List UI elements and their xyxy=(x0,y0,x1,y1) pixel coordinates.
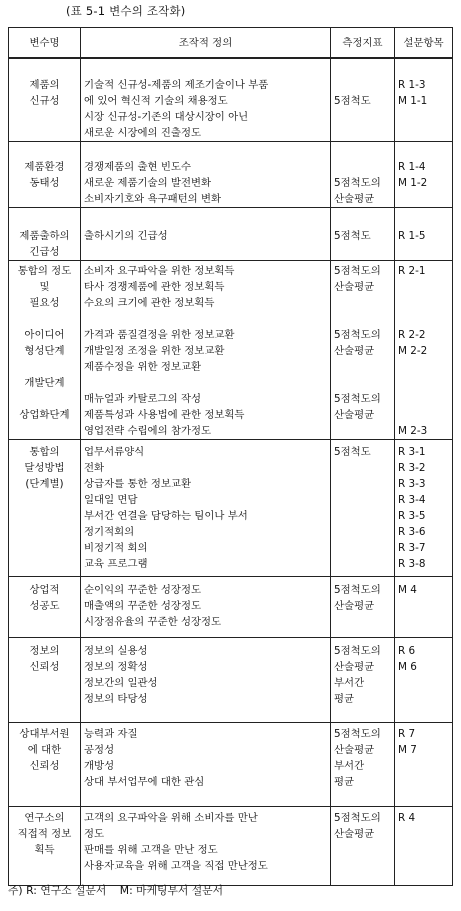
cell-definition xyxy=(81,208,331,261)
cell-measure xyxy=(331,638,395,723)
cell-definition xyxy=(81,261,331,440)
cell-line: R 4 xyxy=(398,812,416,824)
cell-line: 개방성 xyxy=(84,760,115,772)
cell-line: 제품수정을 위한 정보교환 xyxy=(84,361,202,373)
cell-line: 평균 xyxy=(334,693,355,705)
cell-line xyxy=(398,295,449,311)
cell-variable xyxy=(9,142,81,208)
cell-line: 정보간의 일관성 xyxy=(84,677,158,689)
cell-line: R 3-8 xyxy=(398,558,426,570)
cell-line: 정보의 실용성 xyxy=(84,645,148,657)
cell-line: R 2-2 xyxy=(398,329,426,341)
cell-line: 부서간 xyxy=(334,677,365,689)
cell-line: M 1-1 xyxy=(398,95,428,107)
cell-line: 산술평균 xyxy=(334,193,375,205)
cell-line xyxy=(84,311,327,327)
table-row xyxy=(9,638,453,723)
cell-definition xyxy=(81,58,331,142)
cell-items xyxy=(395,261,453,440)
cell-variable xyxy=(9,208,81,261)
cell-line: 신뢰성 xyxy=(29,661,60,673)
cell-line: 비정기적 회의 xyxy=(84,542,148,554)
cell-line: 필요성 xyxy=(29,297,60,309)
table-row xyxy=(9,208,453,261)
table-row xyxy=(9,261,453,440)
cell-line: 획득 xyxy=(34,844,55,856)
cell-line: 개발일정 조정을 위한 정보교환 xyxy=(84,345,225,357)
cell-items xyxy=(395,723,453,807)
cell-line: 정도 xyxy=(84,828,105,840)
cell-definition xyxy=(81,723,331,807)
cell-items xyxy=(395,142,453,208)
cell-line: 5점척도 xyxy=(334,446,371,458)
cell-line: 매뉴얼과 카탈로그의 작성 xyxy=(84,393,202,405)
table-row xyxy=(9,440,453,577)
table-row xyxy=(9,142,453,208)
cell-line: 신규성 xyxy=(29,95,60,107)
footnote xyxy=(8,883,223,898)
header-measure: 측정지표 xyxy=(331,28,395,59)
cell-line xyxy=(12,359,77,375)
cell-line: R 1-3 xyxy=(398,79,426,91)
cell-line: 에 대한 xyxy=(27,744,62,756)
cell-line: 5점척도의 xyxy=(334,728,381,740)
cell-variable xyxy=(9,440,81,577)
cell-line: 5점척도의 xyxy=(334,177,381,189)
cell-line xyxy=(398,359,449,375)
table-caption: (표 5-1 변수의 조작화) xyxy=(66,4,186,18)
cell-line xyxy=(398,311,449,327)
cell-items xyxy=(395,807,453,886)
cell-line: 상대 부서업무에 대한 관심 xyxy=(84,776,205,788)
cell-line: 에 있어 혁신적 기술의 채용정도 xyxy=(84,95,228,107)
cell-definition xyxy=(81,142,331,208)
cell-line xyxy=(334,143,391,159)
cell-line: 부서간 연결을 담당하는 팀이나 부서 xyxy=(84,510,248,522)
cell-line: 제품특성과 사용법에 관한 정보획득 xyxy=(84,409,245,421)
cell-line: 새로운 시장에의 진출정도 xyxy=(84,127,202,139)
cell-line xyxy=(398,375,449,391)
cell-line: 5점척도의 xyxy=(334,265,381,277)
cell-line: 판매를 위해 고객을 만난 정도 xyxy=(84,844,218,856)
cell-line: M 2-2 xyxy=(398,345,428,357)
cell-line: 영업전략 수립에의 참가정도 xyxy=(84,425,212,437)
cell-variable xyxy=(9,807,81,886)
cell-line xyxy=(12,391,77,407)
cell-measure xyxy=(331,261,395,440)
cell-variable xyxy=(9,638,81,723)
cell-line: 일대일 면담 xyxy=(84,494,138,506)
cell-line: 타사 경쟁제품에 관한 정보획득 xyxy=(84,281,225,293)
cell-line: 5점척도의 xyxy=(334,645,381,657)
cell-line: R 3-1 xyxy=(398,446,426,458)
cell-line: M 1-2 xyxy=(398,177,428,189)
cell-items xyxy=(395,577,453,638)
cell-line xyxy=(398,61,449,77)
cell-line xyxy=(334,311,391,327)
table-row xyxy=(9,807,453,886)
cell-line: 제품환경 xyxy=(24,161,65,173)
cell-line xyxy=(334,61,391,77)
cell-line: 사용자교육을 위해 고객을 직접 만난정도 xyxy=(84,860,268,872)
cell-definition xyxy=(81,577,331,638)
cell-variable xyxy=(9,723,81,807)
cell-line: R 1-4 xyxy=(398,161,426,173)
cell-line: 개발단계 xyxy=(24,377,65,389)
cell-line: 새로운 제품기술의 발전변화 xyxy=(84,177,212,189)
cell-line xyxy=(84,61,327,77)
cell-line xyxy=(12,143,77,159)
cell-line: 산술평균 xyxy=(334,661,375,673)
cell-line: 정보의 타당성 xyxy=(84,693,148,705)
cell-line xyxy=(84,143,327,159)
cell-line: R 3-4 xyxy=(398,494,426,506)
cell-line: M 7 xyxy=(398,744,417,756)
cell-line: 고객의 요구파악을 위해 소비자를 만난 xyxy=(84,812,258,824)
cell-line: 경쟁제품의 출현 빈도수 xyxy=(84,161,191,173)
cell-line: 상급자를 통한 정보교환 xyxy=(84,478,191,490)
cell-line: 출하시기의 긴급성 xyxy=(84,230,168,242)
cell-line: 가격과 품질결정을 위한 정보교환 xyxy=(84,329,235,341)
cell-variable xyxy=(9,58,81,142)
cell-line: R 1-5 xyxy=(398,230,426,242)
cell-variable xyxy=(9,261,81,440)
cell-measure xyxy=(331,440,395,577)
cell-line: 상업적 xyxy=(29,584,60,596)
cell-line: 긴급성 xyxy=(29,246,60,258)
cell-line: R 2-1 xyxy=(398,265,426,277)
cell-line: 평균 xyxy=(334,776,355,788)
cell-line: 기술적 신규성-제품의 제조기술이나 부품 xyxy=(84,79,269,91)
cell-line: 직접적 정보 xyxy=(17,828,72,840)
cell-line: R 3-6 xyxy=(398,526,426,538)
cell-definition xyxy=(81,440,331,577)
cell-line: 상업화단계 xyxy=(19,409,70,421)
table-row xyxy=(9,577,453,638)
cell-line: M 2-3 xyxy=(398,425,428,437)
cell-line xyxy=(334,375,391,391)
cell-line: 산술평균 xyxy=(334,281,375,293)
cell-line: 산술평균 xyxy=(334,600,375,612)
cell-line xyxy=(84,375,327,391)
cell-line: 공정성 xyxy=(84,744,115,756)
cell-line: 부서간 xyxy=(334,760,365,772)
cell-line: 5점척도 xyxy=(334,230,371,242)
cell-line: 5점척도 xyxy=(334,95,371,107)
cell-line: 산술평균 xyxy=(334,345,375,357)
cell-line xyxy=(334,295,391,311)
header-items: 설문항목 xyxy=(395,28,453,59)
cell-line: 매출액의 꾸준한 성장정도 xyxy=(84,600,202,612)
variable-table xyxy=(8,27,453,886)
cell-line xyxy=(398,391,449,407)
cell-line xyxy=(334,359,391,375)
cell-line: M 4 xyxy=(398,584,417,596)
table-row xyxy=(9,58,453,142)
cell-measure xyxy=(331,142,395,208)
cell-line: 제품출하의 xyxy=(19,230,70,242)
header-variable: 변수명 xyxy=(9,28,81,59)
cell-line: 순이익의 꾸준한 성장정도 xyxy=(84,584,202,596)
cell-line xyxy=(398,407,449,423)
footnote-m: M: 마케팅부서 설문서 xyxy=(119,884,224,897)
cell-line: 상대부서원 xyxy=(19,728,70,740)
cell-line: 및 xyxy=(39,281,50,293)
cell-line: 정기적회의 xyxy=(84,526,135,538)
cell-line: 연구소의 xyxy=(24,812,65,824)
table-row xyxy=(9,723,453,807)
cell-items xyxy=(395,58,453,142)
cell-line: 교육 프로그램 xyxy=(84,558,148,570)
cell-line xyxy=(12,311,77,327)
cell-line xyxy=(398,212,449,228)
cell-items xyxy=(395,440,453,577)
cell-line: 소비자기호와 욕구패턴의 변화 xyxy=(84,193,222,205)
cell-line: R 6 xyxy=(398,645,416,657)
cell-line: 정보의 xyxy=(29,645,60,657)
cell-line: R 3-7 xyxy=(398,542,426,554)
cell-line xyxy=(84,212,327,228)
cell-line xyxy=(334,212,391,228)
cell-line: R 3-3 xyxy=(398,478,426,490)
cell-line: 시장 신규성-기존의 대상시장이 아닌 xyxy=(84,111,249,123)
cell-measure xyxy=(331,577,395,638)
cell-line: 5점척도의 xyxy=(334,812,381,824)
cell-line: R 7 xyxy=(398,728,416,740)
cell-definition xyxy=(81,638,331,723)
cell-line: 수요의 크기에 관한 정보획득 xyxy=(84,297,215,309)
cell-line: 통합의 xyxy=(29,446,60,458)
cell-line xyxy=(398,143,449,159)
cell-line: R 3-2 xyxy=(398,462,426,474)
table-header-row xyxy=(9,28,453,59)
cell-line: 산술평균 xyxy=(334,828,375,840)
cell-measure xyxy=(331,723,395,807)
cell-line: 5점척도의 xyxy=(334,329,381,341)
cell-line: (단계별) xyxy=(25,478,64,490)
cell-line: 통합의 정도 xyxy=(17,265,72,277)
cell-variable xyxy=(9,577,81,638)
cell-line: 5점척도의 xyxy=(334,584,381,596)
cell-measure xyxy=(331,58,395,142)
cell-line: 제품의 xyxy=(29,79,60,91)
cell-line: 동태성 xyxy=(29,177,60,189)
cell-line: 달성방법 xyxy=(24,462,65,474)
cell-line: 소비자 요구파악을 위한 정보획득 xyxy=(84,265,235,277)
cell-line: 형성단계 xyxy=(24,345,65,357)
cell-line xyxy=(334,159,391,175)
cell-line: 정보의 정확성 xyxy=(84,661,148,673)
cell-line: 신뢰성 xyxy=(29,760,60,772)
cell-items xyxy=(395,638,453,723)
cell-line xyxy=(12,61,77,77)
cell-line: 산술평균 xyxy=(334,409,375,421)
cell-line: 5점척도의 xyxy=(334,393,381,405)
cell-line: 능력과 자질 xyxy=(84,728,138,740)
cell-line xyxy=(12,212,77,228)
cell-items xyxy=(395,208,453,261)
cell-measure xyxy=(331,807,395,886)
cell-line: 산술평균 xyxy=(334,744,375,756)
cell-line: 전화 xyxy=(84,462,105,474)
header-definition: 조작적 정의 xyxy=(81,28,331,59)
cell-measure xyxy=(331,208,395,261)
cell-line: 업무서류양식 xyxy=(84,446,145,458)
cell-line: 시장점유율의 꾸준한 성장정도 xyxy=(84,616,222,628)
footnote-r: 주) R: 연구소 설문서 xyxy=(8,884,107,897)
cell-line: M 6 xyxy=(398,661,417,673)
cell-line: 아이디어 xyxy=(24,329,65,341)
cell-line: 성공도 xyxy=(29,600,60,612)
cell-line: R 3-5 xyxy=(398,510,426,522)
cell-line xyxy=(334,77,391,93)
cell-definition xyxy=(81,807,331,886)
cell-line xyxy=(398,279,449,295)
